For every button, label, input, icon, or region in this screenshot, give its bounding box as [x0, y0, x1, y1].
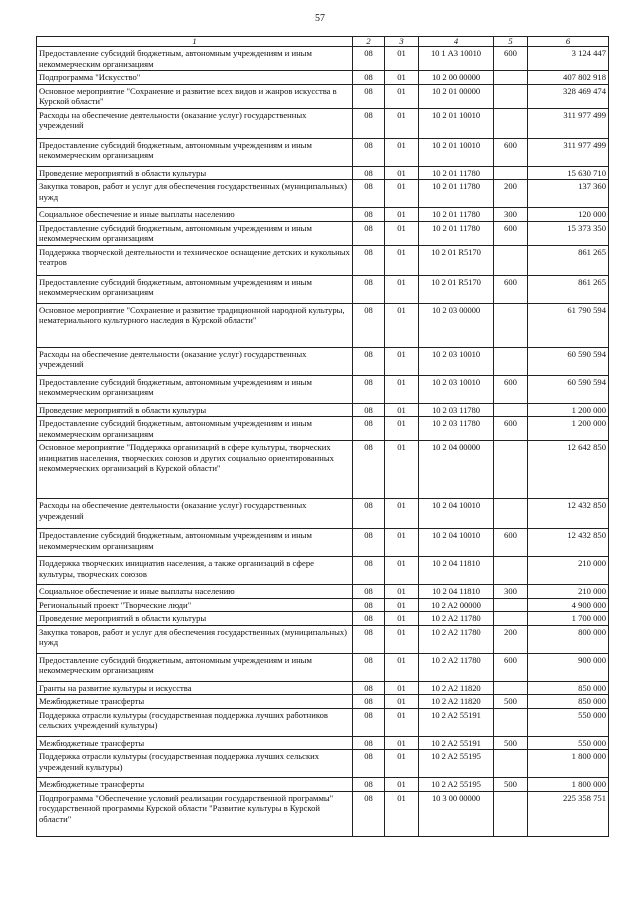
row-expense-type — [494, 791, 528, 836]
row-section: 08 — [353, 499, 385, 529]
table-row — [37, 347, 609, 375]
row-amount: 900 000 — [528, 653, 609, 681]
row-section: 08 — [353, 71, 385, 85]
row-subsection: 01 — [385, 778, 419, 792]
row-expense-type: 600 — [494, 221, 528, 245]
row-amount: 210 000 — [528, 585, 609, 599]
table-row — [37, 375, 609, 403]
row-amount: 3 124 447 — [528, 47, 609, 71]
row-name: Подпрограмма "Обеспечение условий реализации государственной программы" государственной программы Курской области "Развитие культуры в Курской области" — [37, 791, 353, 836]
row-section: 08 — [353, 557, 385, 585]
header-col-name: 1 — [37, 37, 353, 47]
row-section: 08 — [353, 441, 385, 499]
row-name: Подпрограмма "Искусство" — [37, 71, 353, 85]
row-target-article: 10 2 A2 55191 — [419, 736, 494, 750]
row-amount: 850 000 — [528, 681, 609, 695]
header-col-target-article: 4 — [419, 37, 494, 47]
row-amount: 137 360 — [528, 180, 609, 208]
row-expense-type — [494, 108, 528, 138]
row-amount: 15 630 710 — [528, 166, 609, 180]
row-expense-type: 200 — [494, 625, 528, 653]
table-row — [37, 208, 609, 222]
row-amount: 550 000 — [528, 708, 609, 736]
row-expense-type: 500 — [494, 778, 528, 792]
row-target-article: 10 2 A2 11780 — [419, 653, 494, 681]
row-target-article: 10 2 A2 55195 — [419, 778, 494, 792]
row-section: 08 — [353, 529, 385, 557]
row-name: Предоставление субсидий бюджетным, автономным учреждениям и иным некоммерческим организациям — [37, 653, 353, 681]
row-amount: 311 977 499 — [528, 108, 609, 138]
row-amount: 800 000 — [528, 625, 609, 653]
row-subsection: 01 — [385, 403, 419, 417]
table-row — [37, 275, 609, 303]
row-target-article: 10 2 01 00000 — [419, 84, 494, 108]
row-amount: 60 590 594 — [528, 375, 609, 403]
table-row — [37, 403, 609, 417]
row-amount: 861 265 — [528, 275, 609, 303]
row-target-article: 10 2 A2 00000 — [419, 598, 494, 612]
row-target-article: 10 2 01 10010 — [419, 138, 494, 166]
row-name: Основное мероприятие "Сохранение и развитие всех видов и жанров искусства в Курской области" — [37, 84, 353, 108]
row-name: Поддержка творческой деятельности и техническое оснащение детских и кукольных театров — [37, 245, 353, 275]
row-expense-type — [494, 750, 528, 778]
header-col-expense-type: 5 — [494, 37, 528, 47]
table-row — [37, 681, 609, 695]
row-subsection: 01 — [385, 417, 419, 441]
row-section: 08 — [353, 791, 385, 836]
table-row — [37, 303, 609, 347]
row-name: Предоставление субсидий бюджетным, автономным учреждениям и иным некоммерческим организациям — [37, 47, 353, 71]
row-name: Межбюджетные трансферты — [37, 695, 353, 709]
row-section: 08 — [353, 303, 385, 347]
table-row — [37, 499, 609, 529]
row-name: Социальное обеспечение и иные выплаты населению — [37, 208, 353, 222]
row-target-article: 10 2 A2 11780 — [419, 625, 494, 653]
row-amount: 4 900 000 — [528, 598, 609, 612]
row-expense-type: 300 — [494, 585, 528, 599]
row-target-article: 10 2 04 00000 — [419, 441, 494, 499]
budget-table — [36, 36, 609, 837]
row-subsection: 01 — [385, 275, 419, 303]
row-section: 08 — [353, 166, 385, 180]
table-row — [37, 585, 609, 599]
row-section: 08 — [353, 208, 385, 222]
row-expense-type — [494, 598, 528, 612]
row-amount: 60 590 594 — [528, 347, 609, 375]
row-subsection: 01 — [385, 180, 419, 208]
row-target-article: 10 2 A2 11780 — [419, 612, 494, 626]
row-expense-type: 600 — [494, 138, 528, 166]
row-subsection: 01 — [385, 708, 419, 736]
row-name: Предоставление субсидий бюджетным, автономным учреждениям и иным некоммерческим организациям — [37, 529, 353, 557]
row-subsection: 01 — [385, 585, 419, 599]
header-col-section: 2 — [353, 37, 385, 47]
row-amount: 120 000 — [528, 208, 609, 222]
row-amount: 15 373 350 — [528, 221, 609, 245]
row-section: 08 — [353, 221, 385, 245]
row-amount: 407 802 918 — [528, 71, 609, 85]
row-subsection: 01 — [385, 441, 419, 499]
row-expense-type — [494, 347, 528, 375]
row-name: Межбюджетные трансферты — [37, 778, 353, 792]
row-subsection: 01 — [385, 245, 419, 275]
row-subsection: 01 — [385, 736, 419, 750]
row-target-article: 10 2 A2 11820 — [419, 695, 494, 709]
row-name: Закупка товаров, работ и услуг для обеспечения государственных (муниципальных) нужд — [37, 625, 353, 653]
row-expense-type: 600 — [494, 47, 528, 71]
row-name: Проведение мероприятий в области культуры — [37, 166, 353, 180]
row-amount: 328 469 474 — [528, 84, 609, 108]
row-amount: 1 200 000 — [528, 417, 609, 441]
table-row — [37, 417, 609, 441]
row-name: Гранты на развитие культуры и искусства — [37, 681, 353, 695]
row-section: 08 — [353, 612, 385, 626]
row-target-article: 10 2 01 11780 — [419, 221, 494, 245]
row-expense-type: 600 — [494, 653, 528, 681]
row-target-article: 10 2 01 11780 — [419, 208, 494, 222]
table-row — [37, 108, 609, 138]
row-target-article: 10 2 04 10010 — [419, 529, 494, 557]
row-subsection: 01 — [385, 208, 419, 222]
table-header-row — [37, 37, 609, 47]
table-row — [37, 695, 609, 709]
row-section: 08 — [353, 275, 385, 303]
row-section: 08 — [353, 347, 385, 375]
row-subsection: 01 — [385, 557, 419, 585]
row-section: 08 — [353, 375, 385, 403]
row-target-article: 10 2 01 10010 — [419, 108, 494, 138]
table-row — [37, 47, 609, 71]
row-target-article: 10 2 A2 11820 — [419, 681, 494, 695]
header-col-amount: 6 — [528, 37, 609, 47]
row-section: 08 — [353, 708, 385, 736]
row-name: Расходы на обеспечение деятельности (оказание услуг) государственных учреждений — [37, 499, 353, 529]
row-target-article: 10 2 03 10010 — [419, 347, 494, 375]
row-target-article: 10 3 00 00000 — [419, 791, 494, 836]
table-row — [37, 736, 609, 750]
row-expense-type: 600 — [494, 275, 528, 303]
row-subsection: 01 — [385, 108, 419, 138]
table-row — [37, 441, 609, 499]
row-section: 08 — [353, 653, 385, 681]
row-subsection: 01 — [385, 529, 419, 557]
row-subsection: 01 — [385, 47, 419, 71]
table-row — [37, 625, 609, 653]
row-subsection: 01 — [385, 138, 419, 166]
row-amount: 550 000 — [528, 736, 609, 750]
table-row — [37, 791, 609, 836]
row-subsection: 01 — [385, 791, 419, 836]
row-expense-type — [494, 499, 528, 529]
row-name: Межбюджетные трансферты — [37, 736, 353, 750]
row-target-article: 10 2 00 00000 — [419, 71, 494, 85]
table-row — [37, 653, 609, 681]
row-amount: 311 977 499 — [528, 138, 609, 166]
row-amount: 12 642 850 — [528, 441, 609, 499]
table-row — [37, 612, 609, 626]
row-section: 08 — [353, 695, 385, 709]
row-expense-type: 600 — [494, 375, 528, 403]
row-section: 08 — [353, 403, 385, 417]
row-name: Проведение мероприятий в области культуры — [37, 403, 353, 417]
row-expense-type — [494, 557, 528, 585]
table-row — [37, 778, 609, 792]
row-target-article: 10 2 01 11780 — [419, 166, 494, 180]
row-subsection: 01 — [385, 303, 419, 347]
row-target-article: 10 1 А3 10010 — [419, 47, 494, 71]
row-subsection: 01 — [385, 750, 419, 778]
row-target-article: 10 2 03 11780 — [419, 417, 494, 441]
row-subsection: 01 — [385, 499, 419, 529]
row-expense-type: 200 — [494, 180, 528, 208]
row-section: 08 — [353, 681, 385, 695]
row-subsection: 01 — [385, 681, 419, 695]
row-target-article: 10 2 01 11780 — [419, 180, 494, 208]
row-name: Предоставление субсидий бюджетным, автономным учреждениям и иным некоммерческим организациям — [37, 221, 353, 245]
row-target-article: 10 2 A2 55191 — [419, 708, 494, 736]
row-target-article: 10 2 03 00000 — [419, 303, 494, 347]
row-target-article: 10 2 04 11810 — [419, 585, 494, 599]
row-section: 08 — [353, 108, 385, 138]
row-amount: 850 000 — [528, 695, 609, 709]
row-target-article: 10 2 04 10010 — [419, 499, 494, 529]
row-section: 08 — [353, 47, 385, 71]
row-subsection: 01 — [385, 71, 419, 85]
row-subsection: 01 — [385, 84, 419, 108]
row-section: 08 — [353, 778, 385, 792]
row-section: 08 — [353, 625, 385, 653]
table-row — [37, 708, 609, 736]
row-name: Основное мероприятие "Сохранение и развитие традиционной народной культуры, нематериального культурного наследия в Курской области" — [37, 303, 353, 347]
row-amount: 225 358 751 — [528, 791, 609, 836]
table-row — [37, 180, 609, 208]
row-expense-type: 300 — [494, 208, 528, 222]
table-row — [37, 71, 609, 85]
row-subsection: 01 — [385, 612, 419, 626]
row-amount: 1 200 000 — [528, 403, 609, 417]
row-target-article: 10 2 03 10010 — [419, 375, 494, 403]
table-row — [37, 138, 609, 166]
row-target-article: 10 2 04 11810 — [419, 557, 494, 585]
table-row — [37, 598, 609, 612]
row-expense-type — [494, 245, 528, 275]
row-target-article: 10 2 01 R5170 — [419, 245, 494, 275]
table-row — [37, 84, 609, 108]
row-expense-type — [494, 303, 528, 347]
row-target-article: 10 2 A2 55195 — [419, 750, 494, 778]
row-amount: 12 432 850 — [528, 529, 609, 557]
row-amount: 1 800 000 — [528, 778, 609, 792]
row-amount: 1 700 000 — [528, 612, 609, 626]
row-amount: 61 790 594 — [528, 303, 609, 347]
row-subsection: 01 — [385, 598, 419, 612]
row-name: Региональный проект "Творческие люди" — [37, 598, 353, 612]
table-row — [37, 750, 609, 778]
row-amount: 861 265 — [528, 245, 609, 275]
table-row — [37, 529, 609, 557]
row-name: Расходы на обеспечение деятельности (оказание услуг) государственных учреждений — [37, 108, 353, 138]
row-section: 08 — [353, 585, 385, 599]
row-expense-type — [494, 166, 528, 180]
row-name: Закупка товаров, работ и услуг для обеспечения государственных (муниципальных) нужд — [37, 180, 353, 208]
row-subsection: 01 — [385, 347, 419, 375]
row-amount: 12 432 850 — [528, 499, 609, 529]
table-row — [37, 245, 609, 275]
row-name: Предоставление субсидий бюджетным, автономным учреждениям и иным некоммерческим организациям — [37, 417, 353, 441]
row-section: 08 — [353, 598, 385, 612]
row-expense-type — [494, 708, 528, 736]
row-name: Основное мероприятие "Поддержка организаций в сфере культуры, творческих инициатив населения, творческих союзов и других социально ориентированных некоммерческих организаций в Курской области" — [37, 441, 353, 499]
row-amount: 1 800 000 — [528, 750, 609, 778]
table-body — [37, 47, 609, 837]
row-section: 08 — [353, 84, 385, 108]
row-name: Поддержка отрасли культуры (государственная поддержка лучших работников сельских учреждений культуры) — [37, 708, 353, 736]
table-row — [37, 166, 609, 180]
row-expense-type — [494, 612, 528, 626]
row-name: Проведение мероприятий в области культуры — [37, 612, 353, 626]
row-expense-type — [494, 441, 528, 499]
row-subsection: 01 — [385, 653, 419, 681]
row-expense-type: 500 — [494, 695, 528, 709]
row-target-article: 10 2 03 11780 — [419, 403, 494, 417]
row-name: Социальное обеспечение и иные выплаты населению — [37, 585, 353, 599]
row-section: 08 — [353, 417, 385, 441]
row-name: Предоставление субсидий бюджетным, автономным учреждениям и иным некоммерческим организациям — [37, 275, 353, 303]
page-number: 57 — [315, 13, 325, 24]
row-subsection: 01 — [385, 695, 419, 709]
row-expense-type: 600 — [494, 529, 528, 557]
row-section: 08 — [353, 750, 385, 778]
row-section: 08 — [353, 138, 385, 166]
row-name: Предоставление субсидий бюджетным, автономным учреждениям и иным некоммерческим организациям — [37, 375, 353, 403]
row-name: Расходы на обеспечение деятельности (оказание услуг) государственных учреждений — [37, 347, 353, 375]
row-name: Предоставление субсидий бюджетным, автономным учреждениям и иным некоммерческим организациям — [37, 138, 353, 166]
row-expense-type: 600 — [494, 417, 528, 441]
row-subsection: 01 — [385, 221, 419, 245]
row-section: 08 — [353, 245, 385, 275]
row-name: Поддержка творческих инициатив населения, а также организаций в сфере культуры, творческих союзов — [37, 557, 353, 585]
row-subsection: 01 — [385, 166, 419, 180]
row-section: 08 — [353, 180, 385, 208]
row-expense-type — [494, 84, 528, 108]
row-section: 08 — [353, 736, 385, 750]
row-expense-type — [494, 71, 528, 85]
row-name: Поддержка отрасли культуры (государственная поддержка лучших сельских учреждений культуры) — [37, 750, 353, 778]
row-expense-type: 500 — [494, 736, 528, 750]
row-target-article: 10 2 01 R5170 — [419, 275, 494, 303]
table-row — [37, 557, 609, 585]
row-amount: 210 000 — [528, 557, 609, 585]
header-col-subsection: 3 — [385, 37, 419, 47]
row-expense-type — [494, 681, 528, 695]
row-expense-type — [494, 403, 528, 417]
row-subsection: 01 — [385, 625, 419, 653]
row-subsection: 01 — [385, 375, 419, 403]
table-row — [37, 221, 609, 245]
